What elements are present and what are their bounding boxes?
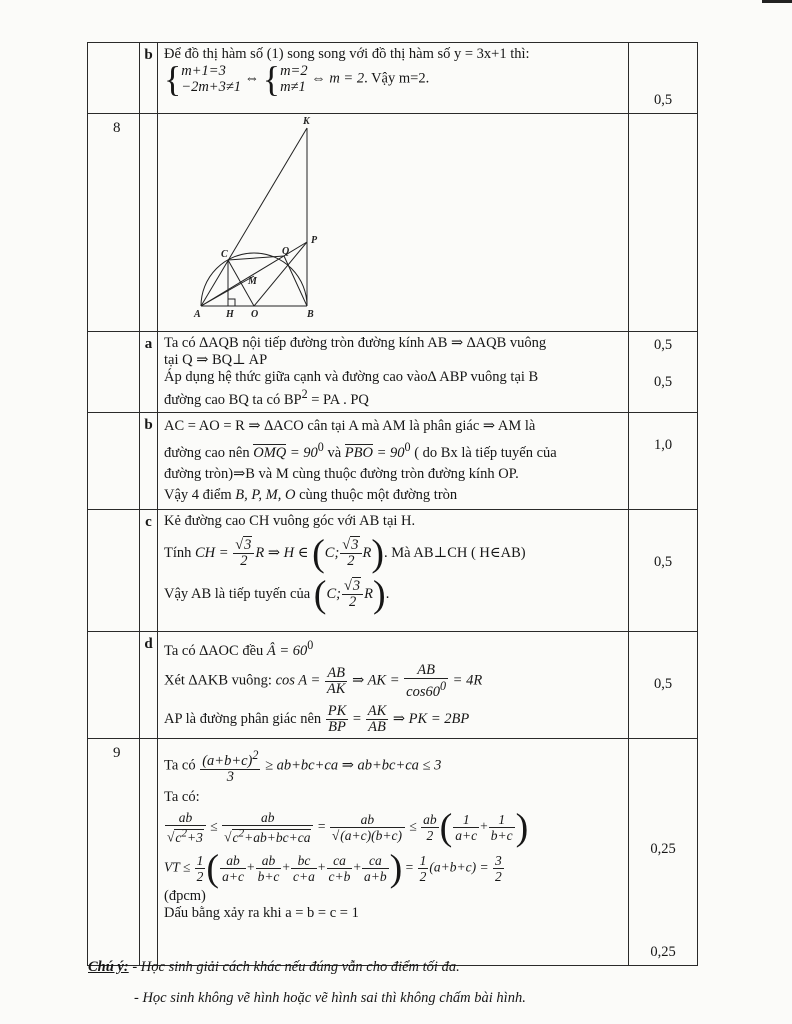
question-number: 8 [88,114,140,332]
geometry-figure [188,116,348,326]
label-m: M [248,276,257,287]
label-o: O [251,309,259,320]
score-cell: 1,0 [629,412,698,509]
content-8d: Ta có ∆AOC đều Â = $60^0$ Xét ∆AKB vuông: cos A = $\frac{AB}{AK}$ ⇒ AK = $\frac{AB}{\cos 60^0}$ = 4R AP là đường phân giác nên $\frac{PK}{BP}$ = $\frac{AK}{AB}$ ⇒ PK = 2BP [158,631,629,739]
cell-question-number [88,43,140,114]
page-corner-mark [762,0,792,13]
part-label: b [140,43,158,114]
content-8a: Ta có ∆AQB nội tiếp đường tròn đường kính AB ⇒ ∆AQB vuông tại Q ⇒ BQ⊥ AP Áp dụng hệ thức giữa cạnh và đường cao vào∆ ABP vuông tại B đường cao BQ ta có $BP^2$ = PA . PQ [158,332,629,413]
part-label: c [140,509,158,631]
row-8c [88,509,698,631]
figure-cell [158,114,629,332]
note-line-2: - Học sinh không vẽ hình hoặc vẽ hình sai thì không chấm bài hình. [134,990,526,1006]
label-h: H [226,309,234,320]
label-q: Q [282,246,290,257]
text-line: Để đồ thị hàm số (1) song song với đồ thị hàm số y = 3x+1 thì: [164,46,530,62]
score-cell: 0,5 0,5 [629,332,698,413]
row-8b [88,412,698,509]
score-cell: 0,25 0,25 [629,739,698,966]
score-cell: 0,5 [629,509,698,631]
label-b: B [307,309,314,320]
row-8-figure [88,114,698,332]
label-a: A [194,309,201,320]
note-line-1: Chú ý: - Học sinh giải cách khác nếu đúng vẫn cho điểm tối đa. [88,959,460,975]
system-2: { m=2 m≠1 [262,59,308,99]
segment-ap [201,242,307,306]
note-label: Chú ý: [88,959,129,975]
content-8c: Kẻ đường cao CH vuông góc với AB tại H. Tính CH = $\frac{√3}{2}$ R ⇒ H ∈ (C; $\frac{√3}{2}$ R). Mà AB⊥CH ( H∈AB) Vậy AB là tiếp tuyến của (C; $\frac{√3}{2}$ R). [158,509,629,631]
row-7b [88,43,698,114]
score-cell: 0,5 [629,631,698,739]
row-8a [88,332,698,413]
label-k: K [303,116,310,127]
row-8d [88,631,698,739]
part-label: a [140,332,158,413]
segment-op [254,242,307,306]
part-label: d [140,631,158,739]
label-c: C [221,249,228,260]
score-cell: 0,5 [629,43,698,114]
part-label: b [140,412,158,509]
system-1: { m+1=3 −2m+3≠1 [164,59,242,99]
content-7b: Để đồ thị hàm số (1) song song với đồ thị hàm số y = 3x+1 thì: { m+1=3 −2m+3≠1 ⇔ { m=2 m≠1 ⇔ m = 2. Vậy m=2. [158,43,629,114]
question-number: 9 [88,739,140,966]
content-9: Ta có $\frac{(a+b+c)^2}{3}$ ≥ ab+bc+ca ⇒ ab+bc+ca ≤ 3 Ta có: $\frac{ab}{√c^2+3}$ ≤ $\frac{ab}{√c^2+ab+bc+ca}$ = $\frac{ab}{√(a+c)(b+c)}$ ≤ $\frac{ab}{2}$ ( $\frac{1}{a+c}$ + $\frac{1}{b+c}$ ) VT ≤ $\frac{1}{2}$ ( $\frac{ab}{a+c}$ + $\frac{ab}{b+c}$ + $\frac{bc}{c+a}$ + $\frac{ca}{c+b}$ + $\frac{ca}{a+b}$ ) = $\frac{1}{2}$ (a+b+c) = $\frac{3}{2}$ (đpcm) Dấu bằng xảy ra khi a = b = c = 1 [158,739,629,966]
row-9 [88,739,698,966]
segment-qb [284,256,307,306]
right-angle-mark [228,299,235,306]
segment-cq [228,256,284,260]
answer-table [87,42,698,966]
label-p: P [311,235,318,246]
content-8b: AC = AO = R ⇒ ∆ACO cân tại A mà AM là phân giác ⇒ AM là đường cao nên OMQ = $90^0$ và PBO = $90^0$ ( do Bx là tiếp tuyến của đường tròn)⇒B và M cùng thuộc đường tròn đường kính OP. Vậy 4 điểm B, P, M, O cùng thuộc một đường tròn [158,412,629,509]
